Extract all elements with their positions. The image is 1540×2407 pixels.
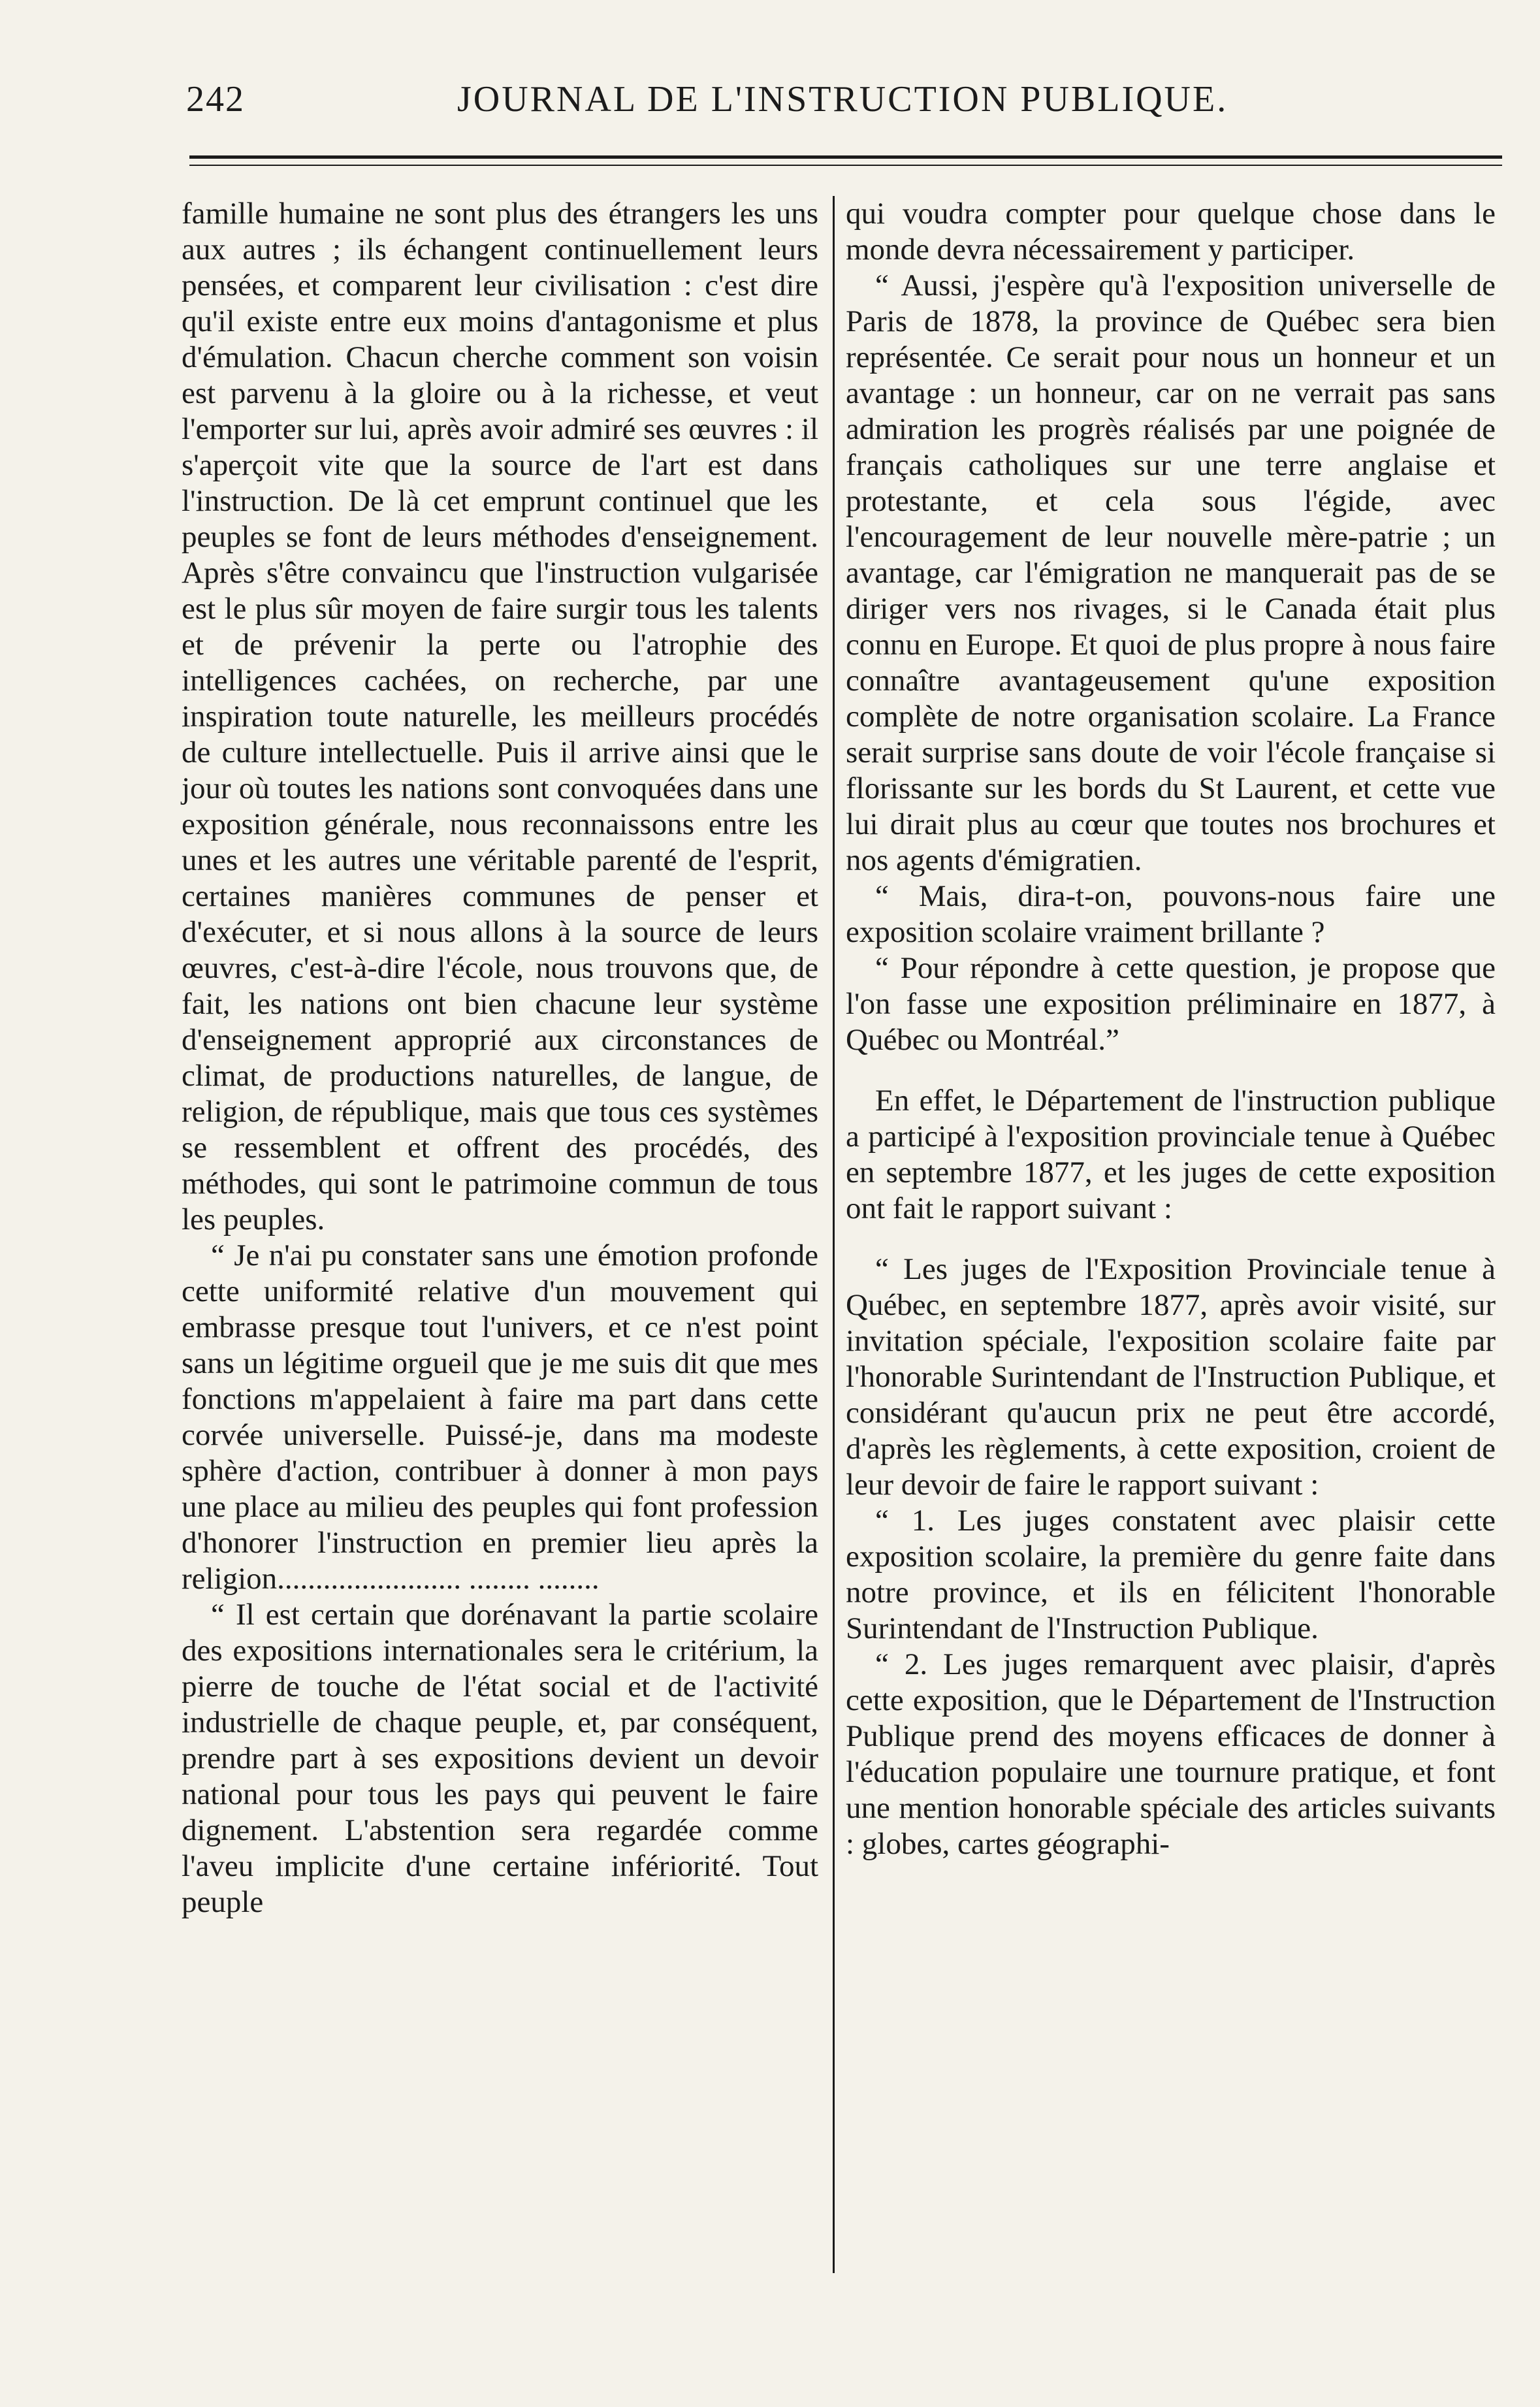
header-rule-thick bbox=[189, 155, 1502, 159]
paragraph: “ Pour répondre à cette question, je propose que l'on fasse une exposition préliminaire en 1877, à Québec ou Montréal.” bbox=[846, 951, 1496, 1057]
right-column bbox=[846, 196, 1496, 1862]
paragraph: “ Les juges de l'Exposition Provinciale tenue à Québec, en septembre 1877, après avoir visité, sur invitation spéciale, l'exposition scolaire faite par l'honorable Surintendant de l'Instruction Publique, et considérant qu'aucun prix ne peut être accordé, d'après les règlements, à cette exposition, croient de leur devoir de faire le rapport suivant : bbox=[846, 1252, 1496, 1502]
paragraph: “ Il est certain que dorénavant la partie scolaire des expositions internationales sera le critérium, la pierre de touche de l'état social et de l'activité industrielle de chaque peuple, et, par conséquent, prendre part à ses expositions devient un devoir national pour tous les pays qui peuvent le faire dignement. L'abstention sera regardée comme l'aveu implicite d'une certaine infériorité. Tout peuple bbox=[182, 1598, 818, 1919]
paragraph: “ 2. Les juges remarquent avec plaisir, d'après cette exposition, que le Département de l'Instruction Publique prend des moyens efficaces de donner à l'éducation populaire une tournure pratique, et font une mention honorable spéciale des articles suivants : globes, cartes géographi- bbox=[846, 1647, 1496, 1861]
paragraph: “ Aussi, j'espère qu'à l'exposition universelle de Paris de 1878, la province de Québec sera bien représentée. Ce serait pour nous un honneur et un avantage : un honneur, car on ne verrait pas sans admiration les progrès réalisés par une poignée de français catholiques sur une terre anglaise et protestante, et cela sous l'égide, avec l'encouragement de leur nouvelle mère-patrie ; un avantage, car l'émigration ne manquerait pas de se diriger vers nos rivages, si le Canada était plus connu en Europe. Et quoi de plus propre à nous faire connaître avantageusement qu'une exposition complète de notre organisation scolaire. La France serait surprise sans doute de voir l'école française si florissante sur les bords du St Laurent, et cette vue lui dirait plus au cœur que toutes nos brochures et nos agents d'émigratien. bbox=[846, 268, 1496, 877]
paragraph: “ Mais, dira-t-on, pouvons-nous faire une exposition scolaire vraiment brillante ? bbox=[846, 879, 1496, 949]
paragraph: qui voudra compter pour quelque chose dans le monde devra nécessairement y participer. bbox=[846, 197, 1496, 267]
column-divider bbox=[833, 196, 835, 2273]
paragraph: “ 1. Les juges constatent avec plaisir cette exposition scolaire, la première du genre faite dans notre province, et ils en félicitent l'honorable Surintendant de l'Instruction Publique. bbox=[846, 1504, 1496, 1645]
page-number: 242 bbox=[186, 79, 245, 120]
left-column bbox=[182, 196, 818, 1920]
running-head: JOURNAL DE L'INSTRUCTION PUBLIQUE. bbox=[457, 79, 1228, 120]
paragraph: “ Je n'ai pu constater sans une émotion profonde cette uniformité relative d'un mouvement qui embrasse presque tout l'univers, et ce n'est point sans un légitime orgueil que je me suis dit que mes fonctions m'appelaient à faire ma part dans cette corvée universelle. Puissé-je, dans ma modeste sphère d'action, contribuer à donner à mon pays une place au milieu des peuples qui font profession d'honorer l'instruction en premier lieu après la religion........................ ........ ........ bbox=[182, 1238, 818, 1596]
header-rule-thin bbox=[189, 165, 1502, 166]
paragraph: En effet, le Département de l'instruction publique a participé à l'exposition provinciale tenue à Québec en septembre 1877, et les juges de cette exposition ont fait le rapport suivant : bbox=[846, 1084, 1496, 1225]
paragraph: famille humaine ne sont plus des étrangers les uns aux autres ; ils échangent continuellement leurs pensées, et comparent leur civilisation : c'est dire qu'il existe entre eux moins d'antagonisme et plus d'émulation. Chacun cherche comment son voisin est parvenu à la gloire ou à la richesse, et veut l'emporter sur lui, après avoir admiré ses œuvres : il s'aperçoit vite que la source de l'art est dans l'instruction. De là cet emprunt continuel que les peuples se font de leurs méthodes d'enseignement. Après s'être convaincu que l'instruction vulgarisée est le plus sûr moyen de faire surgir tous les talents et de prévenir la perte ou l'atrophie des intelligences cachées, on recherche, par une inspiration toute naturelle, les meilleurs procédés de culture intellectuelle. Puis il arrive ainsi que le jour où toutes les nations sont convoquées dans une exposition générale, nous reconnaissons entre les unes et les autres une véritable parenté de l'esprit, certaines manières communes de penser et d'exécuter, et si nous allons à la source de leurs œuvres, c'est-à-dire l'école, nous trouvons que, de fait, les nations ont bien chacune leur système d'enseignement approprié aux circonstances de climat, de productions naturelles, de langue, de religion, de république, mais que tous ces systèmes se ressemblent et offrent des procédés, des méthodes, qui sont le patrimoine commun de tous les peuples. bbox=[182, 197, 818, 1236]
